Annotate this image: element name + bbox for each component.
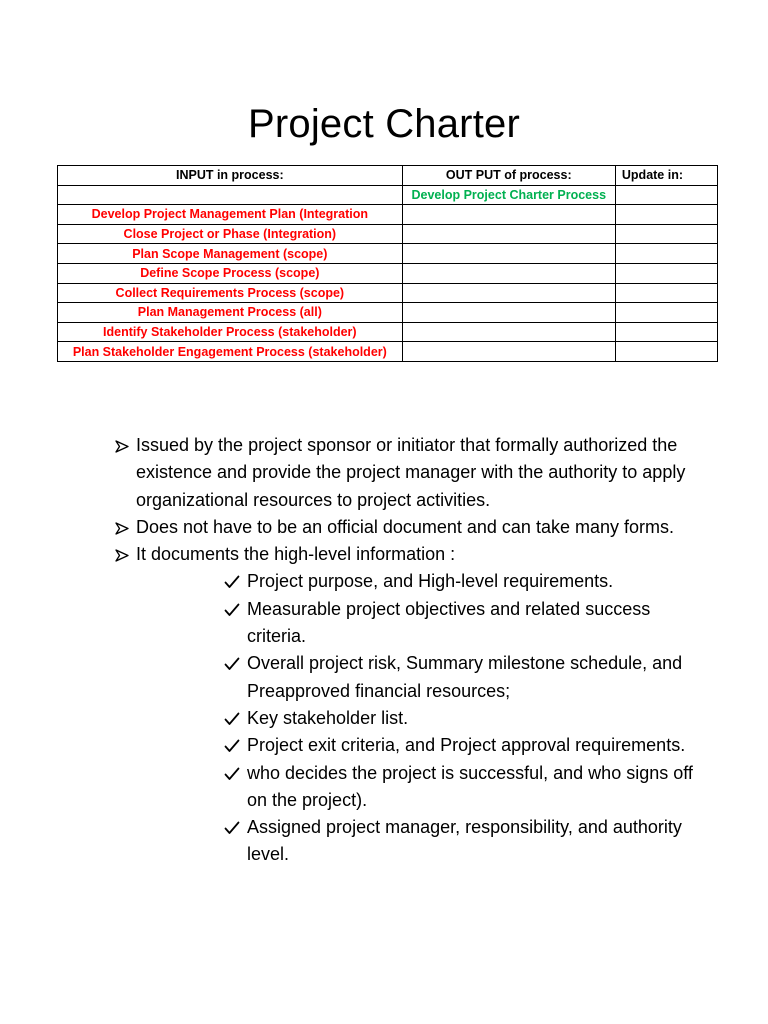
table-row (58, 283, 718, 303)
output-process-cell: Develop Project Charter Process (402, 185, 615, 205)
table-row (58, 205, 718, 225)
checkmark-icon (224, 596, 242, 623)
checklist (224, 568, 705, 868)
table-row (58, 263, 718, 283)
checkmark-icon (224, 650, 242, 677)
arrowhead-bullet-icon (115, 541, 131, 568)
list-item (115, 541, 705, 869)
output-cell (402, 263, 615, 283)
arrowhead-bullet-icon (115, 514, 131, 541)
bullet-text: Does not have to be an official document and can take many forms. (136, 516, 674, 537)
input-process-cell: Identify Stakeholder Process (stakeholder) (58, 322, 403, 342)
check-item (224, 760, 705, 815)
update-cell (615, 322, 717, 342)
output-cell (402, 342, 615, 362)
output-cell (402, 303, 615, 323)
list-item (115, 514, 705, 541)
check-text: Project purpose, and High-level requirements. (247, 571, 614, 592)
update-cell (615, 263, 717, 283)
output-cell (402, 322, 615, 342)
input-process-cell: Plan Management Process (all) (58, 303, 403, 323)
checkmark-icon (224, 732, 242, 759)
check-text: Assigned project manager, responsibility, and authority level. (247, 817, 682, 865)
table-row (58, 185, 718, 205)
update-header: Update in: (615, 166, 717, 186)
output-cell (402, 224, 615, 244)
input-process-cell: Collect Requirements Process (scope) (58, 283, 403, 303)
page-title: Project Charter (248, 102, 520, 146)
update-cell (615, 342, 717, 362)
check-text: Project exit criteria, and Project approval requirements. (247, 735, 686, 756)
input-header: INPUT in process: (58, 166, 403, 186)
check-text: Overall project risk, Summary milestone schedule, and Preapproved financial resources; (247, 653, 683, 701)
checkmark-icon (224, 814, 242, 841)
bullet-list (115, 432, 705, 869)
table-row (58, 322, 718, 342)
table-header-row (58, 166, 718, 186)
input-process-cell: Develop Project Management Plan (Integration (58, 205, 403, 225)
update-cell (615, 185, 717, 205)
check-text: who decides the project is successful, and who signs off on the project). (247, 762, 693, 810)
output-cell (402, 283, 615, 303)
input-process-cell: Define Scope Process (scope) (58, 263, 403, 283)
input-process-cell: Close Project or Phase (Integration) (58, 224, 403, 244)
list-item (115, 432, 705, 514)
table-row (58, 342, 718, 362)
check-text: Measurable project objectives and related success criteria. (247, 598, 651, 647)
table-row (58, 303, 718, 323)
check-item (224, 705, 705, 732)
checkmark-icon (224, 705, 242, 732)
checkmark-icon (224, 568, 242, 595)
charter-table (57, 165, 718, 362)
check-item (224, 814, 705, 869)
input-cell (58, 185, 403, 205)
arrowhead-bullet-icon (115, 432, 131, 459)
table-row (58, 244, 718, 264)
table-row (58, 224, 718, 244)
check-item (224, 568, 705, 595)
input-process-cell: Plan Scope Management (scope) (58, 244, 403, 264)
check-item (224, 732, 705, 759)
checkmark-icon (224, 760, 242, 787)
check-item (224, 650, 705, 705)
input-process-cell: Plan Stakeholder Engagement Process (stakeholder) (58, 342, 403, 362)
update-cell (615, 224, 717, 244)
update-cell (615, 244, 717, 264)
update-cell (615, 303, 717, 323)
check-item (224, 596, 705, 651)
output-cell (402, 205, 615, 225)
output-header: OUT PUT of process: (402, 166, 615, 186)
bullet-text: Issued by the project sponsor or initiator that formally authorized the existence and provide the project manager with the authority to apply organizational resources to project activities. (136, 435, 686, 510)
check-text: Key stakeholder list. (247, 707, 409, 728)
output-cell (402, 244, 615, 264)
bullet-text: It documents the high-level information : (136, 544, 456, 565)
update-cell (615, 283, 717, 303)
update-cell (615, 205, 717, 225)
